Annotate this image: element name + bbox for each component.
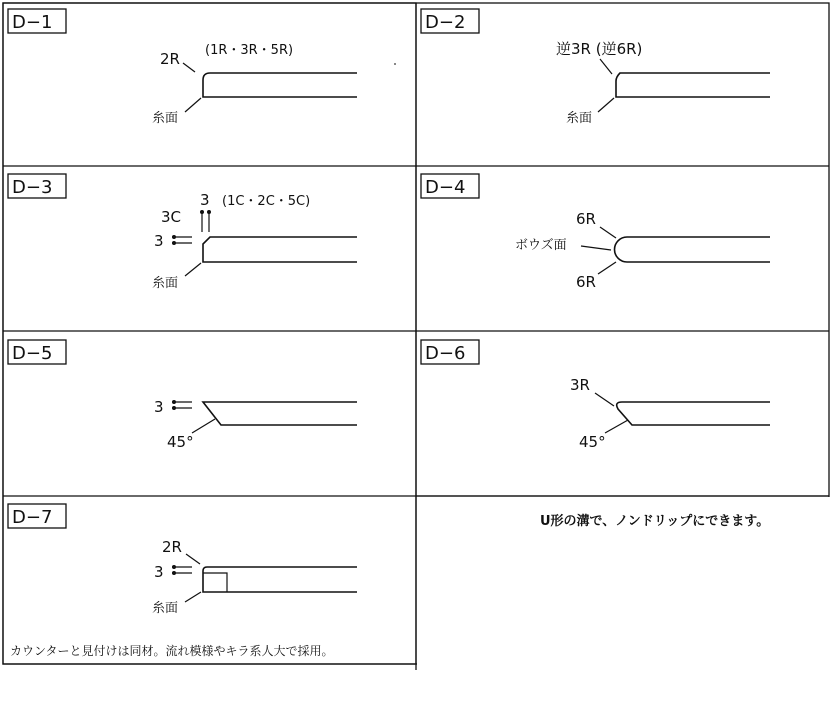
edge-label: 逆3R (逆6R) [556, 40, 643, 58]
edge-label: 2R [160, 50, 180, 68]
dim-side: 3 [154, 232, 164, 250]
dim-arrows-top [200, 210, 211, 232]
edge-label: 3R [570, 376, 590, 394]
annotation: (1R・3R・5R) [205, 43, 294, 58]
dim-arrows-side [172, 235, 192, 245]
leader [192, 419, 215, 433]
leader [605, 420, 628, 433]
dim-top: 3 [200, 191, 210, 209]
leader [600, 59, 612, 74]
panel-id: D−4 [425, 177, 466, 198]
face-label: 糸面 [152, 111, 179, 126]
leader [598, 98, 614, 112]
counter-note: カウンターと見付けは同材。流れ模様やキラ系人大で採用。 [10, 644, 334, 658]
panel-id: D−6 [425, 343, 466, 364]
bottom-label: 6R [576, 273, 596, 291]
edge-label: 3C [161, 208, 182, 226]
profile-outline [203, 567, 357, 592]
u-groove-note: U形の溝で、ノンドリップにできます。 [540, 514, 770, 529]
profile-outline [615, 237, 771, 262]
panel-id: D−2 [425, 12, 466, 33]
panel-d1 [8, 9, 357, 126]
dim-arrows-side [172, 400, 192, 410]
inner-step [203, 573, 227, 592]
panel-d7 [8, 504, 357, 658]
panel-d5 [8, 340, 357, 451]
scan-dot [394, 63, 396, 65]
top-label: 6R [576, 210, 596, 228]
profile-outline [616, 73, 770, 97]
annotation: (1C・2C・5C) [222, 194, 311, 209]
profile-outline [203, 73, 357, 97]
leader [581, 246, 611, 250]
panel-id: D−1 [12, 12, 53, 33]
face-label: 糸面 [566, 111, 593, 126]
dim-side: 3 [154, 563, 164, 581]
angle-label: 45° [167, 433, 194, 451]
panel-d3 [8, 174, 357, 291]
dim-arrows-side [172, 565, 192, 575]
profile-outline [203, 402, 357, 425]
panel-d6 [421, 340, 770, 451]
profile-outline [203, 237, 357, 262]
profile-outline [617, 402, 770, 425]
leader [598, 262, 616, 274]
dim-side: 3 [154, 398, 164, 416]
face-label: 糸面 [152, 601, 179, 616]
panel-d4 [421, 174, 770, 291]
panel-id: D−5 [12, 343, 53, 364]
side-label: ボウズ面 [515, 238, 567, 253]
face-label: 糸面 [152, 276, 179, 291]
angle-label: 45° [579, 433, 606, 451]
leader [185, 98, 201, 112]
leader [600, 227, 616, 238]
panel-id: D−3 [12, 177, 53, 198]
leader [186, 554, 200, 564]
leader [185, 592, 201, 602]
panel-d2 [421, 9, 770, 126]
leader [185, 263, 201, 276]
panel-id: D−7 [12, 507, 53, 528]
leader [183, 63, 195, 72]
edge-label: 2R [162, 538, 182, 556]
leader [595, 393, 614, 406]
